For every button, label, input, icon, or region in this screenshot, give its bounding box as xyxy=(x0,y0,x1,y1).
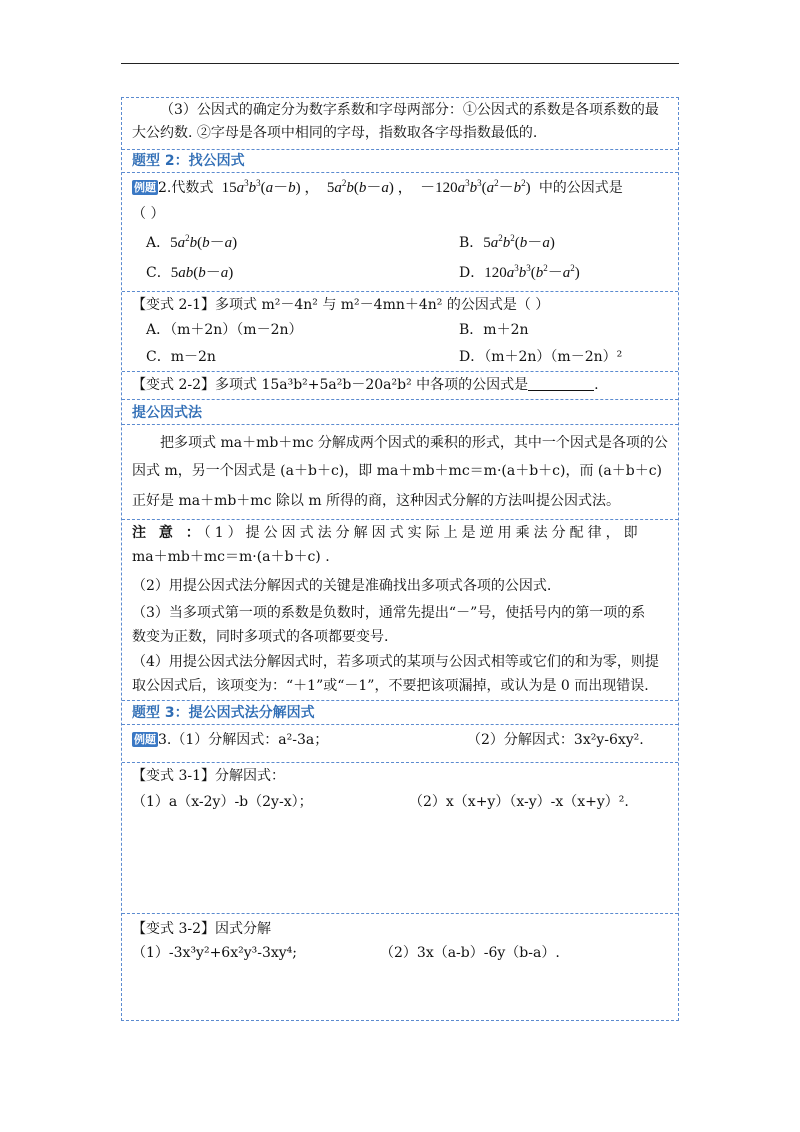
note-3-line-1: （3）当多项式第一项的系数是负数时，通常先提出“－”号，使括号内的第一项的系 xyxy=(132,605,646,621)
note-4-line-2: 取公因式后，该项变为：“＋1”或“－1”，不要把该项漏掉，或认为是 0 而出现错误. xyxy=(132,678,649,694)
divider xyxy=(122,399,678,400)
option-c: C．5ab(b－a) xyxy=(146,265,234,281)
var21-option-d: D．（m＋2n）（m－2n）² xyxy=(459,349,623,365)
note-3-line-2: 数变为正数，同时多项式的各项都要变号. xyxy=(132,629,389,645)
intro-line-2: 大公约数. ②字母是各项中相同的字母，指数取各字母指数最低的. xyxy=(132,125,538,141)
divider xyxy=(122,291,678,292)
type2-question-prefix: 2.代数式 xyxy=(158,180,214,196)
expression-1: $15a^3b^3(a-b)$ ， $5a^2b(b-a)$ ， $-120a^3b^3(a^2-b^2)$ xyxy=(217,178,535,196)
note-4-line-1: （4）用提公因式法分解因式时，若多项式的某项与公因式相等或它们的和为零，则提 xyxy=(132,654,659,670)
divider xyxy=(122,724,678,725)
var21-prefix: 【变式 2-1】 xyxy=(132,297,215,313)
note-label: 注 意 ： xyxy=(132,525,204,541)
var21-option-b: B．m＋2n xyxy=(459,322,529,338)
note-2: （2）用提公因式法分解因式的关键是准确找出多项式各项的公因式. xyxy=(132,578,552,594)
var22-question xyxy=(132,375,668,395)
divider xyxy=(122,519,678,520)
answer-paren: （ ） xyxy=(132,206,165,222)
extract-paragraph-1: 把多项式 ma＋mb＋mc 分解成两个因式的乘积的形式，其中一个因式是各项的公 xyxy=(160,435,668,451)
divider xyxy=(122,762,678,763)
var32-question-2: （2）3x（a-b）-6y（b-a）. xyxy=(380,945,560,961)
divider xyxy=(122,172,678,173)
var22-prefix: 【变式 2-2】 xyxy=(132,377,215,393)
var22-text: 多项式 15a³b²+5a²b－20a²b² 中各项的公因式是 xyxy=(215,377,529,393)
divider xyxy=(122,424,678,425)
option-a-label: A． xyxy=(146,235,171,251)
intro-line-1: （3）公因式的确定分为数字系数和字母两部分：①公因式的系数是各项系数的最 xyxy=(160,102,659,118)
type3-heading: 题型 3：提公因式法分解因式 xyxy=(132,705,315,721)
divider xyxy=(122,149,678,150)
worksheet-frame xyxy=(121,97,679,1021)
option-d-label: D． xyxy=(459,265,485,281)
option-b-label: B． xyxy=(459,235,484,251)
answer-blank xyxy=(528,378,594,391)
option-a: A．$5a^2b(b-a)$ xyxy=(146,233,238,251)
var21-text: 多项式 m²－4n² 与 m²－4mn＋4n² 的公因式是（ ） xyxy=(215,297,550,313)
extract-heading: 提公因式法 xyxy=(132,405,202,421)
var32-title: 【变式 3-2】因式分解 xyxy=(132,921,271,937)
header-rule xyxy=(121,63,679,64)
extract-paragraph-2: 因式 m，另一个因式是 (a＋b＋c)，即 ma＋mb＋mc＝m·(a＋b＋c)，而 (a＋b＋c) xyxy=(132,463,662,479)
example-badge: 例题 xyxy=(134,181,156,194)
example-badge: 例题 xyxy=(134,733,156,746)
option-c-label: C． xyxy=(146,265,171,281)
type2-heading: 题型 2：找公因式 xyxy=(132,153,245,169)
var21-option-c: C．m－2n xyxy=(146,349,216,365)
note-1 xyxy=(132,523,668,543)
divider xyxy=(122,371,678,372)
option-d: D．$120a^3b^3(b^2-a^2)$ xyxy=(459,263,580,281)
type3-q1-text: 3.（1）分解因式：a²-3a； xyxy=(158,732,329,748)
type2-question-suffix: 中的公因式是 xyxy=(538,180,623,196)
var22-end: . xyxy=(594,377,599,393)
option-b: B．$5a^2b^2(b-a)$ xyxy=(459,233,555,251)
type3-question-2: （2）分解因式：3x²y-6xy². xyxy=(467,732,644,748)
note-1-text: （1）提公因式法分解因式实际上是逆用乘法分配律，即 xyxy=(203,525,642,541)
divider xyxy=(122,700,678,701)
note-1-formula: ma＋mb＋mc＝m·(a＋b＋c) . xyxy=(132,549,330,565)
divider xyxy=(122,913,678,914)
var31-question-2: （2）x（x+y）（x-y）-x（x+y）². xyxy=(409,794,629,810)
var32-question-1: （1）-3x³y²+6x²y³-3xy⁴; xyxy=(132,945,298,961)
var21-option-a: A．（m＋2n）（m－2n） xyxy=(146,322,303,338)
type2-question xyxy=(132,178,668,198)
var21-question xyxy=(132,295,668,315)
extract-paragraph-3: 正好是 ma＋mb＋mc 除以 m 所得的商，这种因式分解的方法叫提公因式法。 xyxy=(132,493,621,509)
var31-title: 【变式 3-1】分解因式： xyxy=(132,768,285,784)
var31-question-1: （1）a（x-2y）-b（2y-x）； xyxy=(132,794,313,810)
